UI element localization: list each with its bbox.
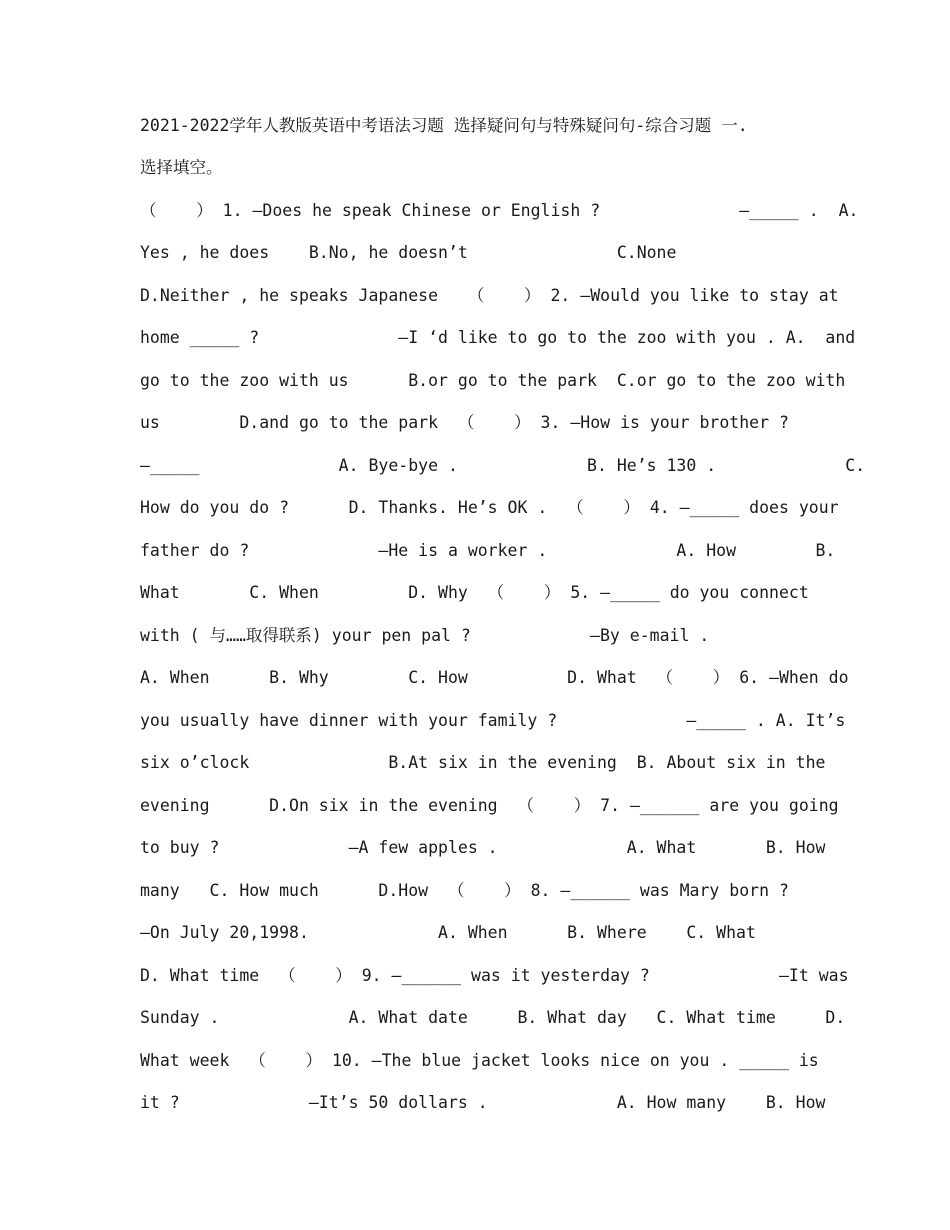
- text-line: with ( 与……取得联系) your pen pal ? —By e-mail .: [140, 626, 710, 645]
- text-line: evening D.On six in the evening （ ） 7. —______ are you going: [140, 796, 839, 815]
- text-line: Sunday . A. What date B. What day C. What time D.: [140, 1008, 846, 1027]
- text-line: home _____ ? —I ‘d like to go to the zoo with you . A. and: [140, 328, 856, 347]
- text-line: D.Neither , he speaks Japanese （ ） 2. —Would you like to stay at: [140, 286, 839, 305]
- text-line: —On July 20,1998. A. When B. Where C. What: [140, 923, 756, 942]
- text-line: father do ? —He is a worker . A. How B.: [140, 541, 836, 560]
- text-line: —_____ A. Bye-bye . B. He’s 130 . C.: [140, 456, 866, 475]
- text-line: How do you do ? D. Thanks. He’s OK . （ ） 4. —_____ does your: [140, 498, 839, 517]
- text-line: it ? —It’s 50 dollars . A. How many B. How: [140, 1093, 826, 1112]
- text-line: six o’clock B.At six in the evening B. About six in the: [140, 753, 826, 772]
- text-line: many C. How much D.How （ ） 8. —______ was Mary born ?: [140, 881, 789, 900]
- text-line: you usually have dinner with your family ? —_____ . A. It’s: [140, 711, 846, 730]
- text-line: A. When B. Why C. How D. What （ ） 6. —When do: [140, 668, 849, 687]
- text-line: go to the zoo with us B.or go to the park C.or go to the zoo with: [140, 371, 846, 390]
- text-line: What C. When D. Why （ ） 5. —_____ do you connect: [140, 583, 809, 602]
- text-line: to buy ? —A few apples . A. What B. How: [140, 838, 826, 857]
- text-line: D. What time （ ） 9. —______ was it yesterday ? —It was: [140, 966, 849, 985]
- text-line: （ ） 1. —Does he speak Chinese or English ? —_____ . A.: [140, 201, 859, 220]
- text-line: us D.and go to the park （ ） 3. —How is your brother ?: [140, 413, 789, 432]
- text-line: What week （ ） 10. —The blue jacket looks nice on you . _____ is: [140, 1051, 819, 1070]
- section-heading: 选择填空。: [140, 158, 223, 177]
- text-line: Yes , he does B.No, he doesn’t C.None: [140, 243, 677, 262]
- title-line: 2021-2022学年人教版英语中考语法习题 选择疑问句与特殊疑问句-综合习题 一.: [140, 116, 748, 135]
